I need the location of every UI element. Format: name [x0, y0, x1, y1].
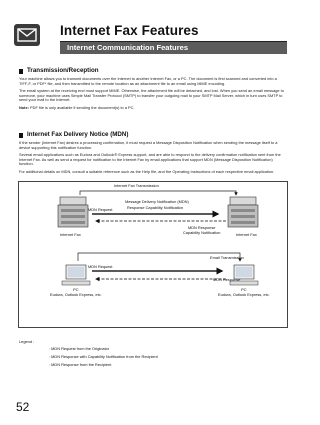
- paragraph: For additional details on MDN, consult a suitable reference such as the Help file, and the Operating Instructions of each respective email application.: [19, 168, 275, 174]
- label-line: Eudora, Outlook Express, etc.: [50, 292, 102, 297]
- label-mdn-request-top: MDN Request: [88, 207, 113, 212]
- label-mdn-request-bottom: MDN Request: [88, 264, 113, 269]
- label-line: Eudora, Outlook Express, etc.: [218, 292, 270, 297]
- paragraph: The email system at the receiving end must support MIME. Otherwise, the attachment file will be detached, and lost. When you send an email message to someone, your machine uses Simple Mail Transfer Protocol (SMTP) to transfer your outgoing mail to your SMTP Mail Server, which in turn uses SMTP to send your mail to the Internet.: [19, 88, 284, 103]
- legend-item-request: : MDN Request from the Originator: [49, 346, 110, 351]
- section-body-transmission: [19, 77, 285, 114]
- internet-fax-right-icon: [228, 197, 258, 227]
- label-email-transmission: Email Transmission: [210, 255, 244, 260]
- legend-item-capability-response: : MDN Response with Capability Notification from the Recipient: [49, 354, 158, 359]
- label-mdn-response-capability: [183, 225, 220, 235]
- paragraph: Several email applications such as Eudora and Outlook® Express support, and are able to respond to the delivery confirmation notification sent from the Internet Fax. As well as send a request for notification to the Internet Fax by email applications that support MDN (Message Disposition Notification) function.: [19, 152, 281, 167]
- pc-left-icon: [62, 265, 90, 285]
- label-response-capability: Response Capability Notification: [127, 205, 184, 210]
- label-fax-transmission: Internet Fax Transmission: [114, 183, 159, 188]
- legend-title: Legend :: [19, 339, 35, 344]
- section-title-transmission: Transmission/Reception: [27, 67, 99, 74]
- legend-item-response: : MDN Response from the Recipient: [49, 362, 112, 367]
- label-line: PC: [241, 287, 247, 292]
- label-line: MDN Response: [187, 225, 216, 230]
- page-number: 52: [16, 400, 30, 414]
- paragraph: If the sender (Internet Fax) desires a processing confirmation, it must request a Message Disposition Notification when sending the message itself to a device supporting this notification function.: [19, 140, 278, 150]
- section-marker: [19, 69, 23, 74]
- label-mdn-response-bottom: MDN Response: [213, 277, 241, 282]
- page-subtitle: Internet Communication Features: [67, 43, 189, 52]
- label-line: Capability Notification: [183, 230, 221, 235]
- label-line: PC: [73, 287, 79, 292]
- label-internet-fax-left: Internet Fax: [60, 232, 81, 237]
- paragraph: Your machine allows you to transmit documents over the Internet to another Internet Fax, or a PC. The document is first scanned and converted into a TIFF-F, or PDF* file, and then transmitted to the remote location as an attachment file to an email using MIME encoding.: [19, 76, 277, 86]
- envelope-icon: [14, 24, 40, 46]
- label-message-delivery: Message Delivery Notification (MDN): [125, 199, 189, 204]
- page-title: Internet Fax Features: [60, 23, 199, 38]
- note: [19, 106, 285, 111]
- label-internet-fax-right: Internet Fax: [236, 232, 257, 237]
- note-text: PDF file is only available if sending the document(s) to a PC.: [30, 104, 135, 110]
- label-pc-left: [50, 287, 102, 297]
- note-label: Note:: [19, 104, 29, 110]
- pc-right-icon: [230, 265, 258, 285]
- section-body-mdn: [19, 141, 285, 178]
- internet-fax-left-icon: [58, 197, 88, 227]
- section-marker: [19, 133, 23, 138]
- label-pc-right: [218, 287, 270, 297]
- section-title-mdn: Internet Fax Delivery Notice (MDN): [27, 131, 129, 138]
